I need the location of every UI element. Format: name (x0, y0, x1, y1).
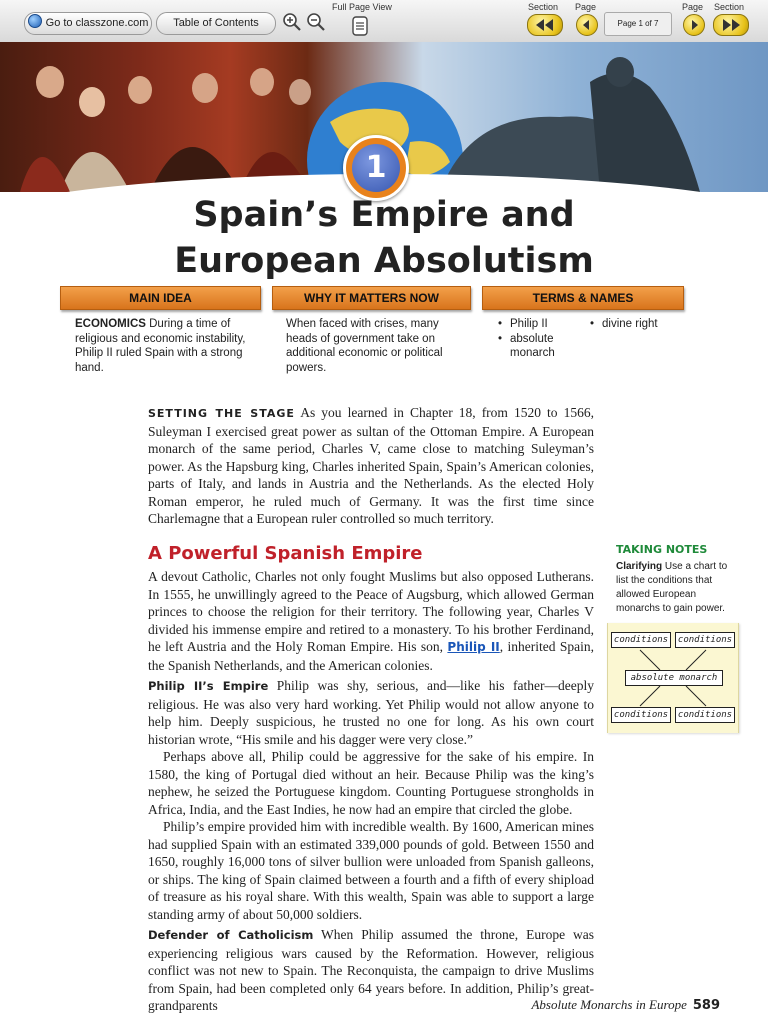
section-label-right: Section (714, 2, 745, 12)
taking-notes-body: Use a chart to list the conditions that allowed European monarchs to gain power. (616, 561, 728, 614)
terms-list-left (498, 317, 578, 361)
main-idea-lead: ECONOMICS (75, 318, 146, 330)
terms-names-header: TERMS & NAMES (482, 286, 684, 310)
taking-notes-title: TAKING NOTES (616, 543, 708, 556)
page-footer (531, 997, 720, 1013)
terms-list-right (590, 317, 680, 332)
previous-page-button[interactable] (576, 14, 598, 36)
main-idea-header: MAIN IDEA (60, 286, 261, 310)
classzone-label: Go to classzone.com (45, 17, 149, 29)
classzone-button[interactable] (24, 12, 152, 35)
conditions-box: conditions (675, 707, 735, 723)
conditions-box: conditions (611, 632, 671, 648)
right-arrow-icon (684, 15, 704, 35)
table-of-contents-button[interactable]: Table of Contents (156, 12, 276, 35)
page-number: 589 (692, 998, 720, 1013)
page-title (0, 192, 768, 284)
globe-icon (28, 14, 42, 28)
clarifying-label: Clarifying (616, 561, 663, 572)
title-line-2: European Absolutism (174, 241, 594, 281)
setting-the-stage-body: As you learned in Chapter 18, from 1520 to 1566, Suleyman I exercised great power as sultan of the Ottoman Empire. A European monarch of the same period, Charles V, came close to matching Suleyman’s power. As the Hapsburg king, Charles inherited Spain, Spain’s American colonies, parts of Italy, and lands in Austria and the Netherlands. As the elected Holy Roman emperor, he ruled much of Germany. It was the first time since Charlemagne that a European ruler controlled so much territory. (148, 405, 594, 526)
paragraph-text: A devout Catholic, Charles not only fought Muslims but also opposed Lutherans. In 1555, he unwillingly agreed to the Peace of Augsburg, which allowed German princes to choose the religion for their territory. The following year, Charles V divided his immense empire and retired to a monastery. To his brother Ferdinand, he left Austria and the Holy Roman Empire. His son, (148, 569, 594, 654)
absolute-monarch-box: absolute monarch (625, 670, 723, 686)
zoom-in-icon[interactable] (282, 12, 302, 32)
paragraph-defender (148, 926, 594, 1015)
main-idea-text (75, 317, 250, 375)
philip-ii-link[interactable]: Philip II (447, 640, 500, 654)
main-body (148, 568, 594, 1015)
term-item[interactable]: • Philip II (498, 317, 578, 332)
page-label-right: Page (682, 2, 704, 12)
next-page-button[interactable] (683, 14, 705, 36)
section-heading: A Powerful Spanish Empire (148, 543, 423, 564)
chapter-number: 1 (352, 144, 400, 192)
paragraph-text: , inherited Spain, the Spanish Netherlands, and the American colonies. (148, 639, 595, 673)
paragraph-aggressive: Perhaps above all, Philip could be aggressive for the sake of his empire. In 1580, the king of Portugal died without an heir. Because Philip was the king’s nephew, he seized the Portuguese kingdom. Counting Portuguese strongholds in Africa, India, and the East Indies, he now had an empire that circled the globe. (148, 749, 594, 817)
setting-the-stage-paragraph (148, 404, 594, 528)
paragraph-charles (148, 568, 594, 674)
double-right-arrow-icon (714, 15, 748, 35)
page-indicator: Page 1 of 7 (604, 12, 672, 36)
term-item[interactable]: • absolute monarch (498, 332, 578, 361)
notes-chart (607, 623, 739, 733)
why-it-matters-text: When faced with crises, many heads of government take on additional economic or political powers. (286, 318, 443, 374)
full-page-view-icon[interactable] (350, 16, 370, 36)
page-label-left: Page (575, 2, 597, 12)
left-arrow-icon (577, 15, 597, 35)
section-label-left: Section (528, 2, 559, 12)
previous-section-button[interactable] (527, 14, 563, 36)
full-page-view-label: Full Page View (332, 2, 392, 12)
next-section-button[interactable] (713, 14, 749, 36)
paragraph-wealth: Philip’s empire provided him with incredible wealth. By 1600, American mines had supplied Spain with an estimated 339,000 pounds of gold. Between 1550 and 1650, roughly 16,000 tons of silver bullion were unloaded from Spanish galleons, or ships. The king of Spain claimed between a fourth and a fifth of every shipload of treasure as his royal share. With this wealth, Spain was able to support a large standing army of about 50,000 soldiers. (148, 819, 594, 922)
paragraph-text: Philip was shy, serious, and—like his father—deeply religious. He was also very hard working. Yet Philip would not allow anyone to help him. Deeply suspicious, he trusted no one for long. As his own court historian wrote, “His smile and his dagger were very close.” (148, 678, 595, 747)
conditions-box: conditions (675, 632, 735, 648)
zoom-out-icon[interactable] (306, 12, 326, 32)
conditions-box: conditions (611, 707, 671, 723)
paragraph-philip-empire (148, 677, 594, 748)
term-item[interactable]: • divine right (590, 317, 680, 332)
main-idea-body: During a time of religious and economic instability, Philip II ruled Spain with a strong hand. (75, 318, 246, 374)
double-left-arrow-icon (528, 15, 562, 35)
footer-chapter-title: Absolute Monarchs in Europe (531, 997, 687, 1012)
paragraph-text: When Philip assumed the throne, Europe was experiencing religious wars caused by the Reformation. However, religious conflict was not new to Spain. The Reconquista, the campaign to drive Muslims from Spain, had been completed only 64 years before. In addition, Philip’s great-grandparents (148, 927, 594, 1013)
toolbar (0, 0, 768, 43)
taking-notes-text (616, 560, 732, 616)
why-it-matters-header: WHY IT MATTERS NOW (272, 286, 471, 310)
title-line-1: Spain’s Empire and (193, 195, 575, 235)
philip-empire-heading: Philip II’s Empire (148, 679, 269, 693)
setting-the-stage-heading: SETTING THE STAGE (148, 407, 295, 420)
defender-heading: Defender of Catholicism (148, 928, 314, 942)
